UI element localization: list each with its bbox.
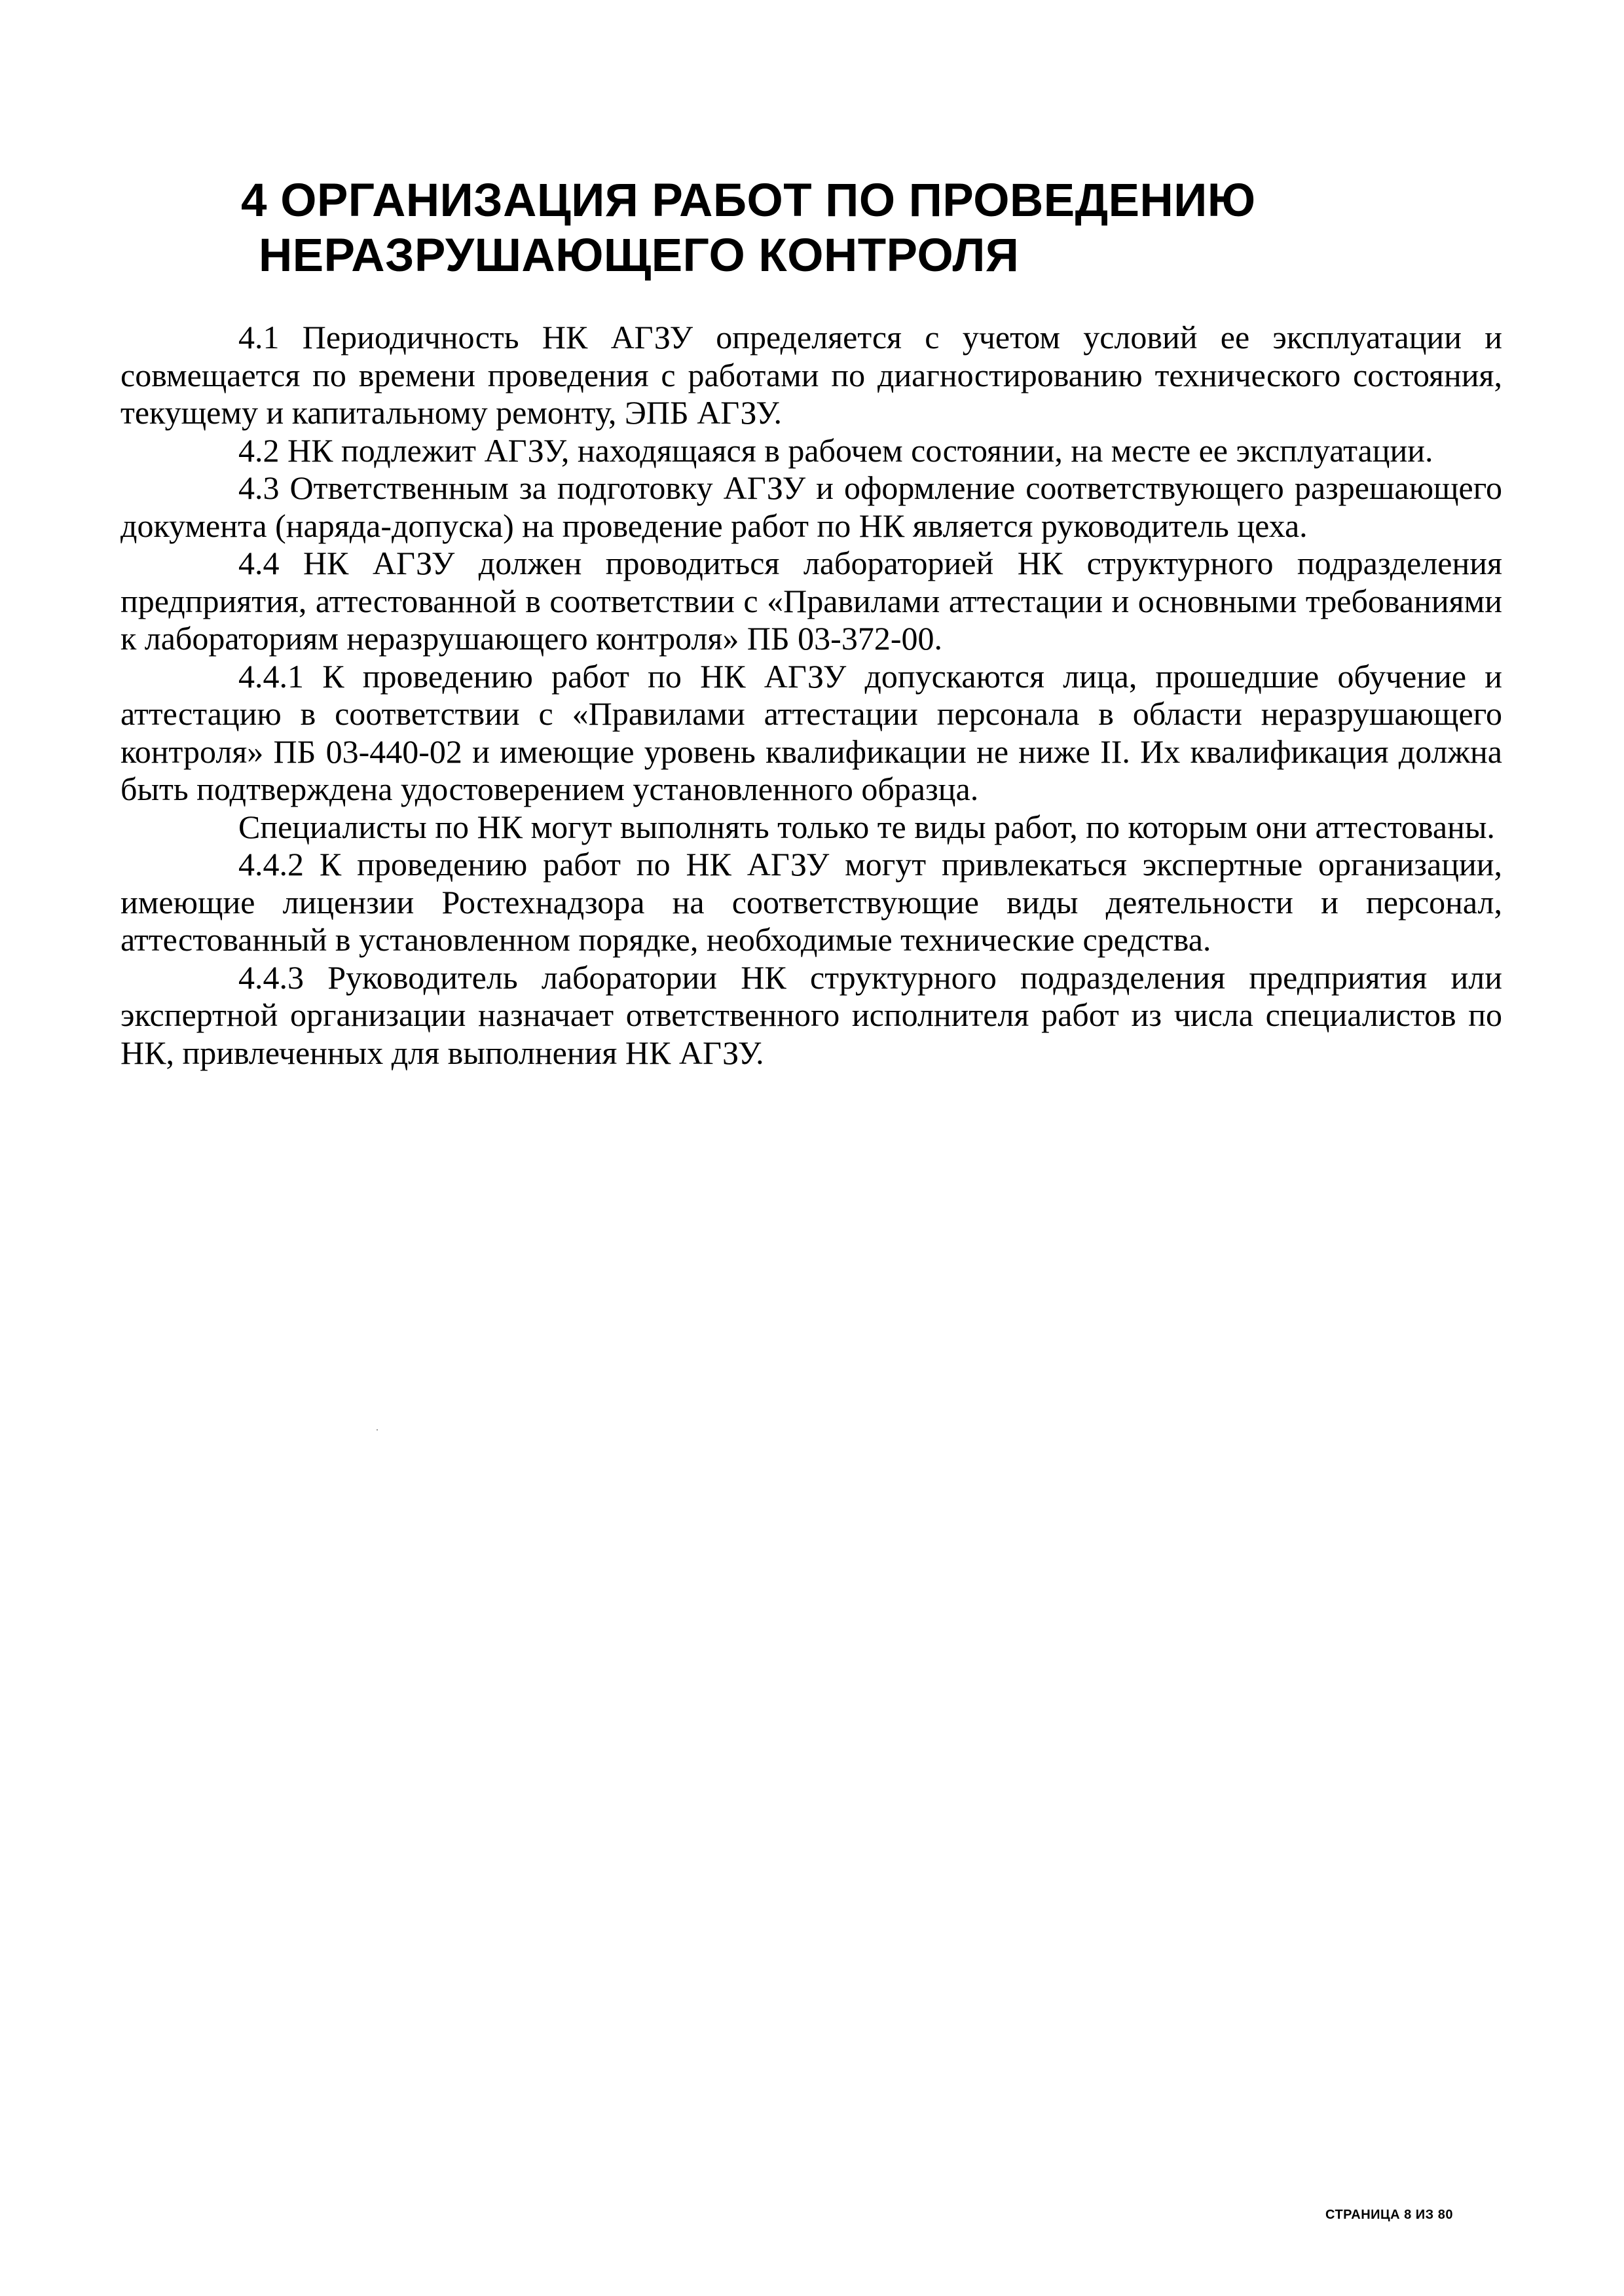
- paragraph-4-4-3: 4.4.3 Руководитель лаборатории НК структурного подразделения предприятия или экспертной организации назначает ответственного исполнителя работ из числа специалистов по НК, привлеченных для выполнения НК АГЗУ.: [120, 958, 1502, 1071]
- scan-artifact: [377, 1429, 378, 1430]
- paragraph-4-2: 4.2 НК подлежит АГЗУ, находящаяся в рабочем состоянии, на месте ее эксплуатации.: [238, 431, 1433, 469]
- paragraph-4-4-1: 4.4.1 К проведению работ по НК АГЗУ допускаются лица, прошедшие обучение и аттестацию в соответствии с «Правилами аттестации персонала в области неразрушающего контроля» ПБ 03-440-02 и имеющие уровень квалификации не ниже II. Их квалификация должна быть подтверждена удостоверением установленного образца.: [120, 657, 1502, 807]
- paragraph-4-4: 4.4 НК АГЗУ должен проводиться лабораторией НК структурного подразделения предприятия, аттестованной в соответствии с «Правилами аттестации и основными требованиями к лабораториям неразрушающего контроля» ПБ 03-372-00.: [120, 545, 1502, 657]
- paragraph-4-3: 4.3 Ответственным за подготовку АГЗУ и оформление соответствующего разрешающего документа (наряда-допуска) на проведение работ по НК является руководитель цеха.: [120, 469, 1502, 544]
- section-body: [120, 319, 1502, 1072]
- paragraph-4-4-2: 4.4.2 К проведению работ по НК АГЗУ могут привлекаться экспертные организации, имеющие лицензии Ростехнадзора на соответствующие виды деятельности и персонал, аттестованный в установленном порядке, необходимые технические средства.: [120, 846, 1502, 958]
- section-heading-line-1: 4 ОРГАНИЗАЦИЯ РАБОТ ПО ПРОВЕДЕНИЮ: [241, 175, 1256, 227]
- paragraph-specialists: Специалисты по НК могут выполнять только те виды работ, по которым они аттестованы.: [238, 808, 1495, 845]
- section-heading: [241, 173, 1256, 283]
- page-number: СТРАНИЦА 8 ИЗ 80: [1325, 2208, 1454, 2222]
- section-heading-line-2: НЕРАЗРУШАЮЩЕГО КОНТРОЛЯ: [259, 230, 1020, 282]
- paragraph-4-1: 4.1 Периодичность НК АГЗУ определяется с учетом условий ее эксплуатации и совмещается по времени проведения с работами по диагностированию технического состояния, текущему и капитальному ремонту, ЭПБ АГЗУ.: [120, 319, 1502, 431]
